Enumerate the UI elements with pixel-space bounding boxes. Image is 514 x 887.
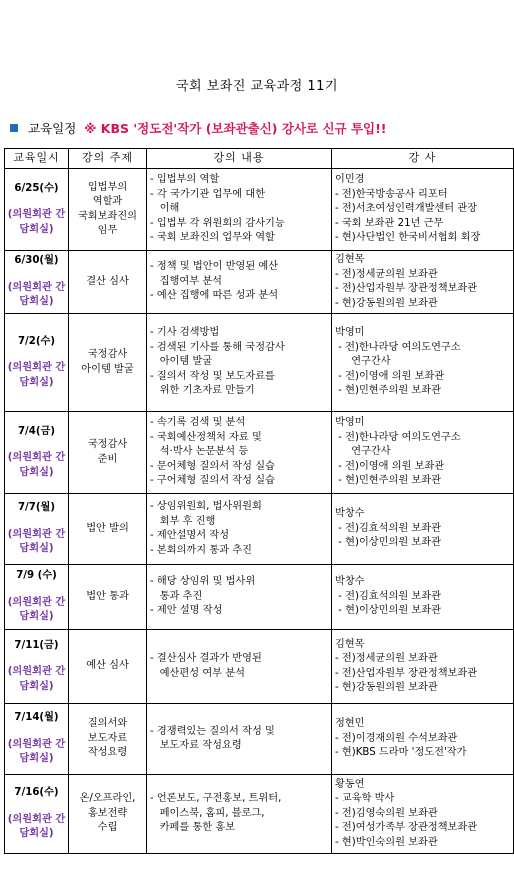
lecturer-line: - 전)이영애 의원 보좌관 (335, 460, 445, 472)
content-line: - 각 국가기관 업무에 대한 (150, 188, 266, 200)
content-cell (147, 704, 332, 775)
topic-line: 입법부의 (87, 181, 128, 193)
content-line: - 제안 설명 작성 (150, 605, 223, 617)
content-line: 석·박사 논문분석 등 (150, 446, 249, 458)
content-line: 예산편성 여부 분석 (150, 667, 245, 679)
date-cell (5, 775, 69, 854)
content-line: - 예산 집행에 따른 성과 분석 (150, 290, 279, 302)
topic-line: 결산 심사 (86, 275, 129, 287)
topic-cell (69, 412, 147, 494)
lecturer-line: - 현)이상민의원 보좌관 (335, 537, 441, 549)
lecturer-line: 연구간사 (335, 446, 391, 458)
lecturer-line: 연구간사 (335, 356, 391, 368)
topic-line: 법안 통과 (86, 590, 129, 602)
content-line: - 문어체형 질의서 작성 실습 (150, 460, 275, 472)
table-row (5, 630, 514, 704)
content-line: - 속기록 검색 및 분석 (150, 417, 246, 429)
lecturer-cell (332, 630, 514, 704)
content-line: - 상임위원회, 법사위원회 (150, 501, 262, 512)
lecturer-line: - 현)강동원의원 보좌관 (335, 682, 438, 693)
lecturer-line: 이민경 (335, 174, 365, 186)
lecturer-line: - 전)한나라당 여의도연구소 (335, 431, 461, 443)
topic-cell (69, 314, 147, 412)
header-date: 교육일시 (5, 149, 69, 169)
venue-note: (의원회관 간담회실) (7, 281, 66, 308)
header-content: 강의 내용 (147, 149, 332, 169)
content-line: 통과 추진 (150, 590, 203, 602)
content-line: - 경쟁력있는 질의서 작성 및 (150, 725, 275, 737)
header-topic: 강의 주제 (69, 149, 147, 169)
topic-cell (69, 251, 147, 314)
lecturer-cell (332, 169, 514, 251)
lecturer-line: 김현목 (335, 254, 365, 265)
topic-line: 온/오프라인, (79, 793, 136, 805)
topic-line: 국정감사 (87, 439, 128, 450)
content-line: 회부 후 진행 (150, 515, 216, 527)
lecturer-line: 김현목 (335, 638, 365, 650)
schedule-heading (10, 119, 510, 137)
lecturer-cell (332, 251, 514, 314)
session-date: 6/25(수) (14, 182, 59, 194)
lecturer-line: - 전)서초여성인력개발센터 관장 (335, 203, 478, 215)
table-row (5, 251, 514, 314)
topic-line: 수립 (97, 822, 118, 834)
content-cell (147, 412, 332, 494)
lecturer-line: 박창수 (335, 508, 365, 520)
topic-cell (69, 565, 147, 630)
content-line: 페이스북, 홈피, 블로그, (150, 807, 265, 819)
table-row (5, 775, 514, 854)
content-line: 집행여부 분석 (150, 275, 222, 287)
content-line: - 구어체형 질의서 작성 실습 (150, 475, 275, 487)
venue-note: (의원회관 간담회실) (7, 813, 66, 840)
content-line: - 제안설명서 작성 (150, 530, 230, 541)
notice-text: ※ KBS '정도전'작가 (보좌관출신) 강사로 신규 투입!! (84, 121, 387, 136)
topic-line: 보도자료 (87, 732, 128, 744)
header-lecturer: 강 사 (332, 149, 514, 169)
lecturer-line: - 현)민현주의원 보좌관 (335, 385, 441, 397)
content-line: - 언론보도, 구전홍보, 트위터, (150, 793, 282, 805)
lecturer-line: - 전)정세균의원 보좌관 (335, 268, 438, 280)
lecturer-line: - 전)산업자원부 장관정책보좌관 (335, 667, 478, 679)
schedule-table (4, 148, 514, 854)
session-date: 7/7(월) (17, 502, 56, 514)
content-line: - 검색된 기사를 통해 국정감사 (150, 341, 285, 353)
content-line: 보도자료 작성요령 (150, 740, 242, 751)
venue-note: (의원회관 간담회실) (7, 738, 66, 765)
table-row (5, 704, 514, 775)
table-row (5, 412, 514, 494)
content-line: - 해당 상임위 및 법사위 (150, 576, 256, 588)
lecturer-line: 박영미 (335, 327, 365, 339)
content-line: 아이템 발굴 (150, 356, 213, 368)
content-line: - 입법부의 역할 (150, 174, 220, 186)
lecturer-line: - 현)이상민의원 보좌관 (335, 605, 441, 617)
content-cell (147, 775, 332, 854)
table-row (5, 314, 514, 412)
content-line: - 입법부 각 위원회의 감사기능 (150, 217, 285, 229)
session-date: 7/4(금) (17, 425, 56, 437)
content-cell (147, 169, 332, 251)
topic-line: 임무 (97, 225, 118, 236)
venue-note: (의원회관 간담회실) (7, 666, 66, 692)
lecturer-line: 박창수 (335, 576, 365, 588)
lecturer-cell (332, 775, 514, 854)
content-cell (147, 251, 332, 314)
lecturer-line: - 현)KBS 드라마 '정도전'작가 (335, 747, 467, 759)
content-cell (147, 494, 332, 565)
venue-note: (의원회관 간담회실) (7, 362, 66, 388)
topic-line: 작성요령 (87, 747, 128, 759)
lecturer-cell (332, 494, 514, 565)
topic-line: 홍보전략 (87, 807, 128, 819)
lecturer-cell (332, 565, 514, 630)
lecturer-line: - 현)민현주의원 보좌관 (335, 475, 441, 487)
topic-cell (69, 630, 147, 704)
lecturer-line: - 현)박인숙의원 보좌관 (335, 836, 438, 848)
lecturer-line: - 전)김효석의원 보좌관 (335, 522, 441, 534)
lecturer-cell (332, 704, 514, 775)
venue-note: (의원회관 간담회실) (7, 596, 66, 623)
venue-note: (의원회관 간담회실) (7, 528, 66, 555)
table-row (5, 565, 514, 630)
topic-line: 질의서와 (87, 718, 128, 730)
date-cell (5, 412, 69, 494)
date-cell (5, 565, 69, 630)
topic-line: 국회보좌진의 (77, 210, 138, 222)
date-cell (5, 630, 69, 704)
date-cell (5, 169, 69, 251)
lecturer-line: - 전)정세균의원 보좌관 (335, 653, 438, 664)
topic-line: 법안 발의 (86, 522, 129, 534)
lecturer-line: - 전)김효석의원 보좌관 (335, 590, 441, 602)
content-line: - 본회의까지 통과 추진 (150, 544, 252, 556)
date-cell (5, 494, 69, 565)
topic-line: 아이템 발굴 (81, 363, 134, 375)
lecturer-line: 정현민 (335, 718, 365, 730)
content-line: 이해 (150, 203, 180, 215)
session-date: 7/11(금) (14, 639, 59, 651)
content-line: - 결산심사 결과가 반영된 (150, 653, 262, 664)
content-line: - 질의서 작성 및 보도자료를 (150, 370, 275, 382)
topic-line: 역할과 (92, 196, 123, 207)
date-cell (5, 704, 69, 775)
topic-cell (69, 775, 147, 854)
lecturer-cell (332, 412, 514, 494)
content-cell (147, 630, 332, 704)
topic-cell (69, 169, 147, 251)
venue-note: (의원회관 간담회실) (7, 452, 66, 478)
content-line: 카페를 통한 홍보 (150, 822, 236, 834)
square-bullet-icon (10, 124, 18, 132)
content-line: 위한 기초자료 만들기 (150, 385, 255, 397)
lecturer-line: - 전)한나라당 여의도연구소 (335, 341, 461, 353)
lecturer-line: - 전)이영애 의원 보좌관 (335, 370, 445, 382)
content-line: - 기사 검색방법 (150, 327, 220, 339)
lecturer-line: - 현)강동원의원 보좌관 (335, 297, 438, 309)
table-row (5, 169, 514, 251)
topic-line: 예산 심사 (86, 660, 129, 672)
lecturer-line: - 전)이경재의원 수석보좌관 (335, 732, 458, 744)
content-line: - 정책 및 법안이 반영된 예산 (150, 261, 279, 273)
session-date: 7/16(수) (14, 787, 59, 799)
topic-cell (69, 494, 147, 565)
lecturer-line: - 교육학 박사 (335, 793, 395, 805)
date-cell (5, 251, 69, 314)
lecturer-line: - 전)여성가족부 장관정책보좌관 (335, 822, 478, 834)
session-date: 6/30(월) (14, 255, 59, 267)
lecturer-line: - 국회 보좌관 21년 근무 (335, 217, 444, 229)
lecturer-line: 박영미 (335, 417, 365, 429)
content-line: - 국회 보좌진의 업무와 역할 (150, 232, 275, 244)
lecturer-line: - 전)한국방송공사 리포터 (335, 188, 448, 200)
content-cell (147, 314, 332, 412)
page-title: 국회 보좌진 교육과정 11기 (175, 79, 339, 94)
date-cell (5, 314, 69, 412)
content-cell (147, 565, 332, 630)
content-line: - 국회예산정책처 자료 및 (150, 431, 262, 443)
table-row (5, 494, 514, 565)
lecturer-line: 황동연 (335, 778, 365, 790)
session-date: 7/2(수) (17, 335, 56, 347)
schedule-label: 교육일정 (28, 121, 77, 136)
lecturer-line: - 현)사단법인 한국비서협회 회장 (335, 232, 481, 244)
lecturer-line: - 전)산업자원부 장관정책보좌관 (335, 283, 478, 294)
venue-note: (의원회관 간담회실) (7, 209, 66, 235)
session-date: 7/9 (수) (16, 570, 57, 582)
topic-line: 국정감사 (87, 349, 128, 360)
topic-cell (69, 704, 147, 775)
lecturer-line: - 전)김영숙의원 보좌관 (335, 807, 438, 819)
topic-line: 준비 (97, 453, 118, 465)
session-date: 7/14(월) (14, 712, 59, 724)
lecturer-cell (332, 314, 514, 412)
table-header-row (5, 149, 514, 169)
